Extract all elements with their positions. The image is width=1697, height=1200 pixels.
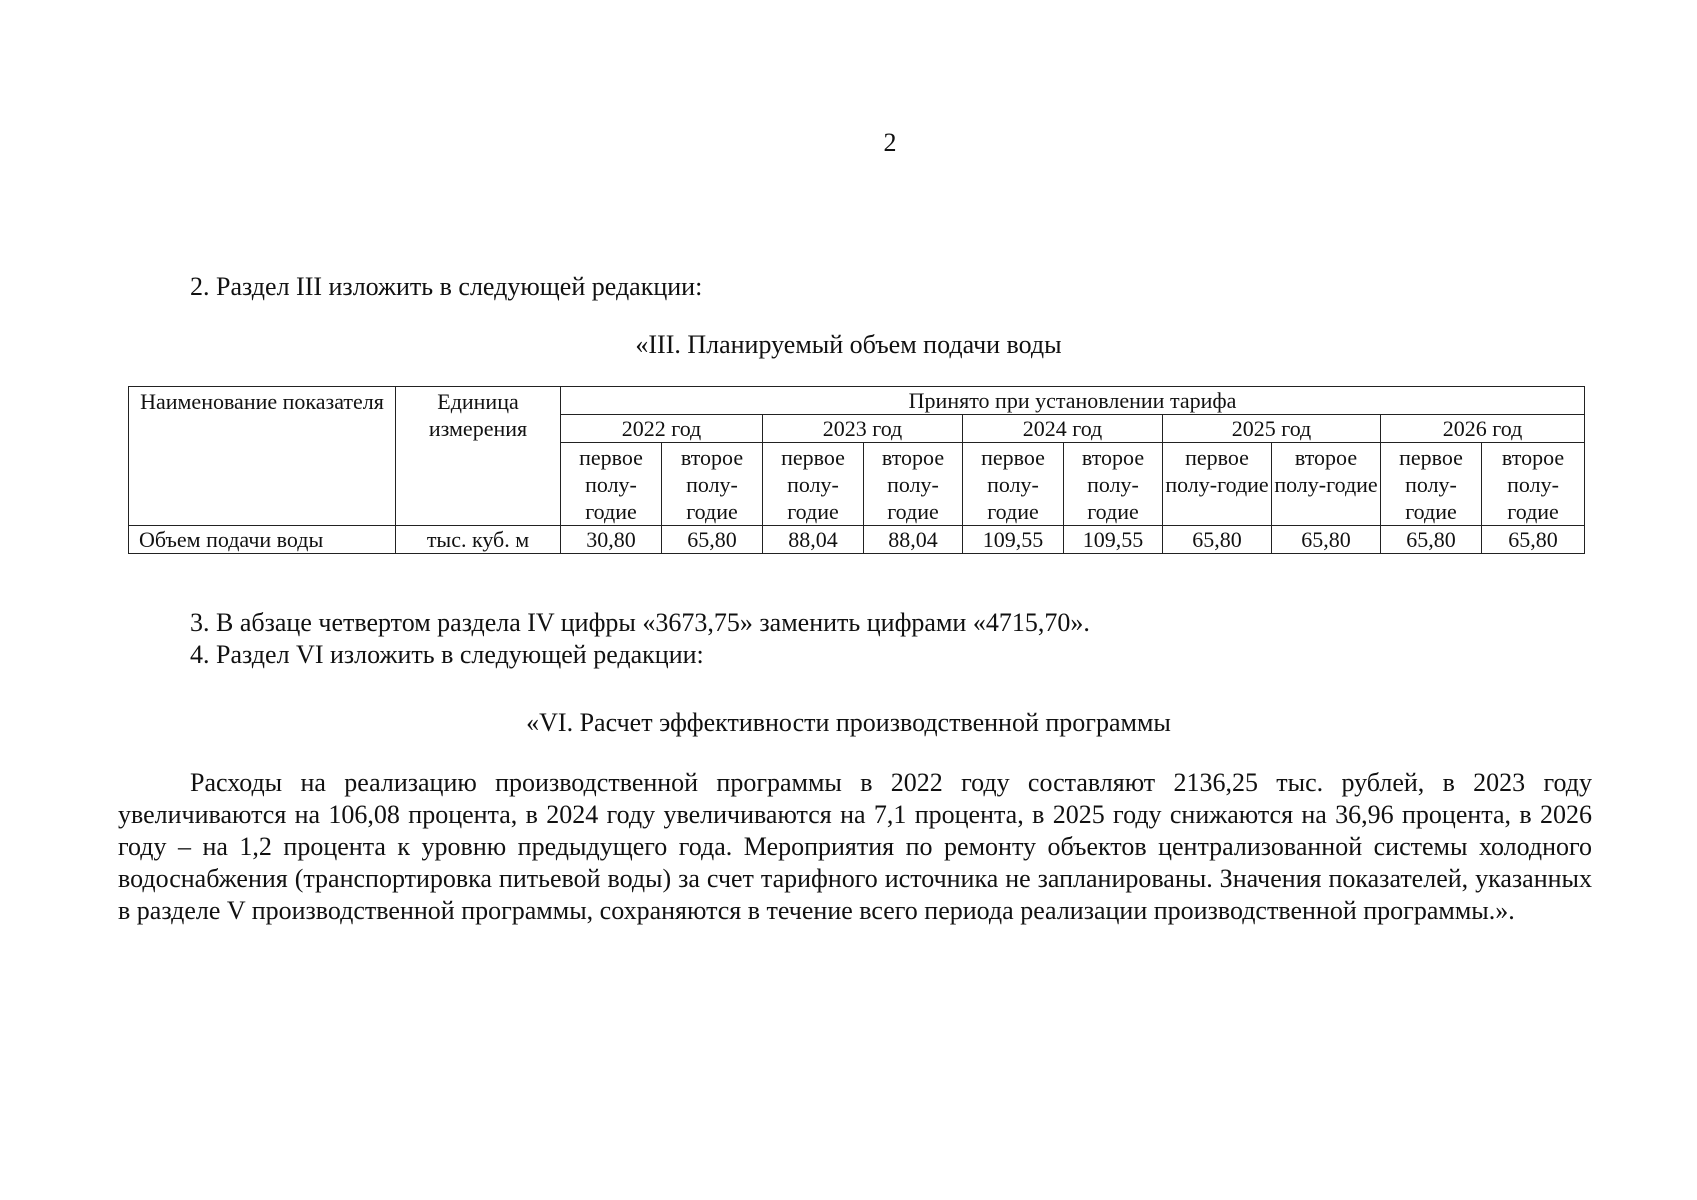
header-second-half: второе полу-годие bbox=[1064, 443, 1163, 526]
header-year: 2026 год bbox=[1381, 415, 1585, 443]
header-unit: Единица измерения bbox=[396, 387, 561, 526]
page-number: 2 bbox=[883, 128, 897, 157]
header-indicator-name: Наименование показателя bbox=[129, 387, 396, 526]
row-indicator-name: Объем подачи воды bbox=[129, 526, 396, 554]
header-second-half: второе полу-годие bbox=[864, 443, 963, 526]
header-first-half: первое полу-годие bbox=[763, 443, 864, 526]
header-first-half: первое полу-годие bbox=[561, 443, 662, 526]
header-first-half: первое полу-годие bbox=[1381, 443, 1482, 526]
row-value: 30,80 bbox=[561, 526, 662, 554]
row-value: 109,55 bbox=[1064, 526, 1163, 554]
header-first-half: первое полу-годие bbox=[1163, 443, 1272, 526]
row-value: 65,80 bbox=[1272, 526, 1381, 554]
row-value: 109,55 bbox=[963, 526, 1064, 554]
water-supply-volume-table bbox=[128, 386, 1585, 554]
header-second-half: второе полу-годие bbox=[662, 443, 763, 526]
header-second-half: второе полу-годие bbox=[1272, 443, 1381, 526]
header-second-half: второе полу-годие bbox=[1482, 443, 1585, 526]
header-year: 2024 год bbox=[963, 415, 1163, 443]
row-value: 65,80 bbox=[1163, 526, 1272, 554]
row-value: 65,80 bbox=[1482, 526, 1585, 554]
table-header-row-1 bbox=[129, 387, 1585, 415]
header-first-half: первое полу-годие bbox=[963, 443, 1064, 526]
row-unit: тыс. куб. м bbox=[396, 526, 561, 554]
header-accepted-tariff: Принято при установлении тарифа bbox=[561, 387, 1585, 415]
header-year: 2022 год bbox=[561, 415, 763, 443]
header-year: 2023 год bbox=[763, 415, 963, 443]
section-6-title: «VI. Расчет эффективности производственной программы bbox=[526, 708, 1171, 737]
item-2-text: 2. Раздел III изложить в следующей редакции: bbox=[190, 272, 703, 301]
body-paragraph: Расходы на реализацию производственной программы в 2022 году составляют 2136,25 тыс. рублей, в 2023 году увеличиваются на 106,08 процента, в 2024 году увеличиваются на 7,1 процента, в 2025 году снижаются на 36,96 процента, в 2026 году – на 1,2 процента к уровню предыдущего года. Мероприятия по ремонту объектов централизованной системы холодного водоснабжения (транспортировка питьевой воды) за счет тарифного источника не запланированы. Значения показателей, указанных в разделе V производственной программы, сохраняются в течение всего периода реализации производственной программы.». bbox=[118, 768, 1592, 925]
header-year: 2025 год bbox=[1163, 415, 1381, 443]
item-3-text: 3. В абзаце четвертом раздела IV цифры «3673,75» заменить цифрами «4715,70». bbox=[190, 608, 1090, 637]
section-3-title: «III. Планируемый объем подачи воды bbox=[635, 330, 1062, 359]
row-value: 65,80 bbox=[662, 526, 763, 554]
row-value: 88,04 bbox=[763, 526, 864, 554]
item-4-text: 4. Раздел VI изложить в следующей редакции: bbox=[190, 640, 704, 669]
row-value: 65,80 bbox=[1381, 526, 1482, 554]
row-value: 88,04 bbox=[864, 526, 963, 554]
table-row bbox=[129, 526, 1585, 554]
